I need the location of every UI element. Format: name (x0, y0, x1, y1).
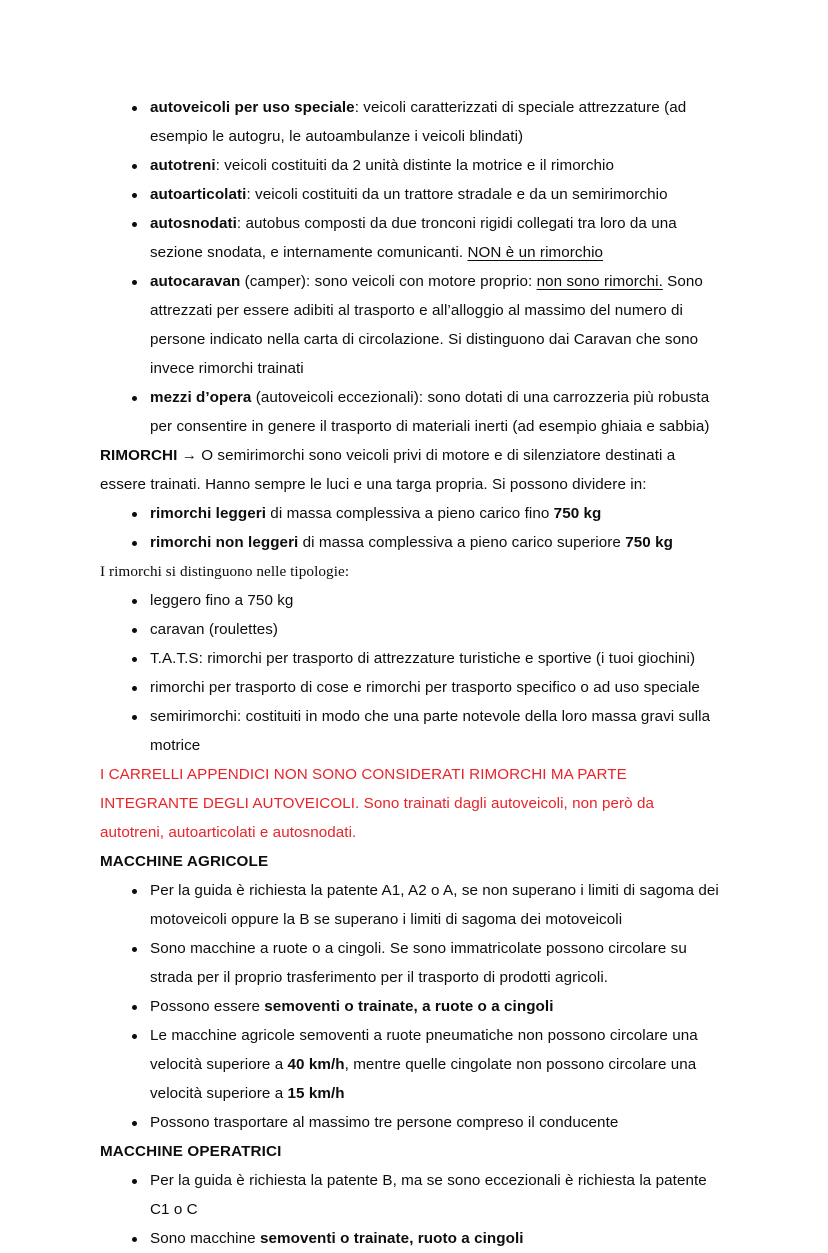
list-item: rimorchi per trasporto di cose e rimorchi per trasporto specifico o ad uso speciale (100, 673, 720, 702)
term-label: autocaravan (150, 273, 241, 290)
term-body: di massa complessiva a pieno carico superiore (298, 534, 626, 551)
term-label: rimorchi non leggeri (150, 534, 299, 551)
list-item (100, 1224, 720, 1253)
term-label: mezzi d’opera (150, 389, 252, 406)
section-heading-macchine-agricole: MACCHINE AGRICOLE (100, 853, 269, 870)
term-body: (camper): sono veicoli con motore proprio: (240, 273, 537, 290)
autoveicoli-list (100, 93, 720, 441)
list-item (100, 93, 720, 151)
item-text-2: , mentre quelle cingolate non possono circolare una velocità superiore a (150, 1056, 697, 1102)
rimorchi-intro-paragraph (100, 441, 720, 499)
mass-value: 750 kg (553, 505, 602, 522)
list-item (100, 934, 720, 992)
list-item: T.A.T.S: rimorchi per trasporto di attrezzature turistiche e sportive (i tuoi giochini) (100, 644, 720, 673)
underlined-emphasis: NON è un rimorchio (467, 244, 604, 261)
item-text: Le macchine agricole semoventi a ruote pneumatiche non possono circolare una velocità superiore a (150, 1027, 698, 1073)
term-label: autotreni (150, 157, 216, 174)
list-item (100, 1108, 720, 1137)
term-body: : veicoli costituiti da un trattore stradale e da un semirimorchio (246, 186, 668, 203)
list-item (100, 151, 720, 180)
list-item (100, 992, 720, 1021)
red-callout-text: I CARRELLI APPENDICI NON SONO CONSIDERATI RIMORCHI MA PARTE INTEGRANTE DEGLI AUTOVEICOLI. Sono trainati dagli autoveicoli, non però da autotreni, autoarticolati e autosnodati. (100, 766, 655, 841)
term-body: : autobus composti da due tronconi rigidi collegati tra loro da una sezione snodata, e internamente comunicanti. (150, 215, 677, 261)
item-emphasis: semoventi o trainate, a ruote o a cingoli (264, 998, 554, 1015)
macchine-agricole-list (100, 876, 720, 1137)
speed-limit-wheeled: 40 km/h (287, 1056, 345, 1073)
term-body: : veicoli costituiti da 2 unità distinte la motrice e il rimorchio (215, 157, 615, 174)
list-item: leggero fino a 750 kg (100, 586, 720, 615)
tipologie-list (100, 586, 720, 760)
macchine-operatrici-list (100, 1166, 720, 1253)
list-item (100, 499, 720, 528)
list-item: semirimorchi: costituiti in modo che una parte notevole della loro massa gravi sulla motrice (100, 702, 720, 760)
item-text: Possono trasportare al massimo tre persone compreso il conducente (150, 1114, 619, 1131)
red-callout-block (100, 760, 720, 847)
list-item (100, 383, 720, 441)
term-label: autoveicoli per uso speciale (150, 99, 355, 116)
rimorchi-classification-list (100, 499, 720, 557)
list-item (100, 528, 720, 557)
term-body: : veicoli caratterizzati di speciale attrezzature (ad esempio le autogru, le autoambulanze i veicoli blindati) (150, 99, 687, 145)
list-item (100, 1021, 720, 1108)
rimorchi-heading: RIMORCHI (100, 447, 178, 464)
term-label: rimorchi leggeri (150, 505, 266, 522)
term-label: autoarticolati (150, 186, 247, 203)
item-text: Sono macchine (150, 1230, 260, 1247)
item-text: Per la guida è richiesta la patente B, ma se sono eccezionali è richiesta la patente C1 o C (150, 1172, 707, 1218)
list-item (100, 267, 720, 383)
rimorchi-intro-body: O semirimorchi sono veicoli privi di motore e di silenziatore destinati a essere trainati. Hanno sempre le luci e una targa propria. Si possono dividere in: (100, 447, 676, 493)
item-text: Possono essere (150, 998, 265, 1015)
item-emphasis: semoventi o trainate, ruoto a cingoli (259, 1230, 524, 1247)
list-item (100, 1166, 720, 1224)
mass-value: 750 kg (625, 534, 673, 551)
term-body-tail: Sono attrezzati per essere adibiti al trasporto e all’alloggio al massimo del numero di persone indicato nella carta di circolazione. Si distinguono dai Caravan che sono invece rimorchi trainati (150, 273, 703, 377)
speed-limit-tracked: 15 km/h (287, 1085, 345, 1102)
list-item (100, 180, 720, 209)
item-text: Sono macchine a ruote o a cingoli. Se sono immatricolate possono circolare su strada per il proprio trasferimento per il trasporto di prodotti agricoli. (150, 940, 687, 986)
list-item: caravan (roulettes) (100, 615, 720, 644)
tipologie-intro: I rimorchi si distinguono nelle tipologie: (100, 563, 350, 580)
list-item (100, 209, 720, 267)
term-body: di massa complessiva a pieno carico fino (266, 505, 554, 522)
section-heading-macchine-operatrici: MACCHINE OPERATRICI (100, 1143, 282, 1160)
item-text: Per la guida è richiesta la patente A1, A2 o A, se non superano i limiti di sagoma dei motoveicoli oppure la B se superano i limiti di sagoma dei motoveicoli (150, 882, 719, 928)
term-body: (autoveicoli eccezionali): sono dotati di una carrozzeria più robusta per consentire in genere il trasporto di materiali inerti (ad esempio ghiaia e sabbia) (150, 389, 710, 435)
list-item (100, 876, 720, 934)
underlined-emphasis: non sono rimorchi. (536, 273, 663, 290)
arrow-icon: → (181, 447, 197, 464)
term-label: autosnodati (150, 215, 237, 232)
